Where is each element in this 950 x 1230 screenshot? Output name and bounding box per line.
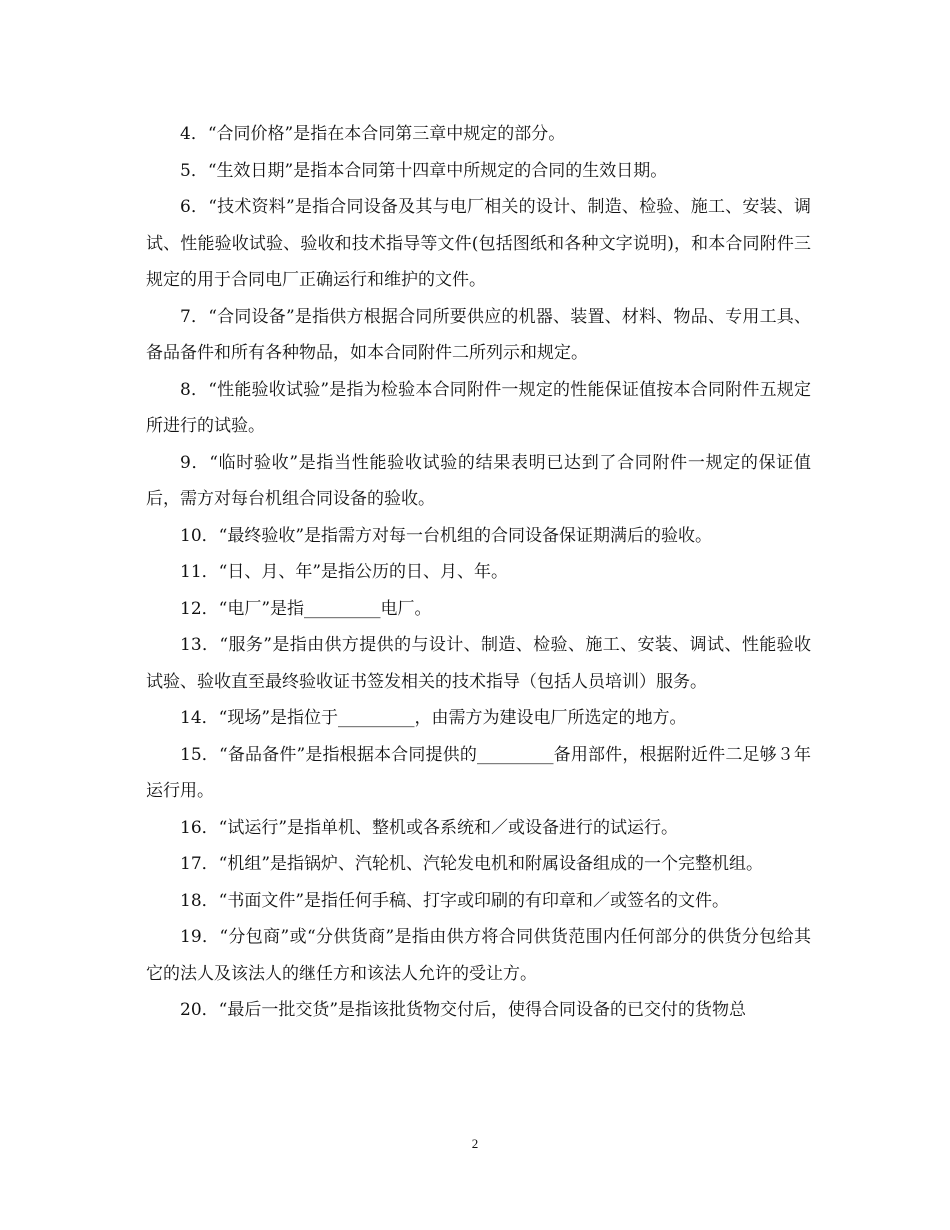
definition-item-18: 18．“书面文件”是指任何手稿、打字或印刷的有印章和／或签名的文件。 [180, 890, 730, 911]
definition-item-6: 6．“技术资料”是指合同设备及其与电厂相关的设计、制造、检验、施工、安装、调试、性能验收试验、验收和技术指导等文件(包括图纸和各种文字说明)，和本合同附件三规定的用于合同电厂正确运行和维护的文件。 [146, 197, 811, 290]
definition-item-20: 20．“最后一批交货”是指该批货物交付后，使得合同设备的已交付的货物总 [180, 1000, 747, 1020]
definition-item-16: 16．“试运行”是指单机、整机或各系统和／或设备进行的试运行。 [180, 817, 679, 838]
definition-item-4: 4．“合同价格”是指在本合同第三章中规定的部分。 [180, 124, 566, 144]
definition-item-19: 19．“分包商”或“分供货商”是指由供方将合同供货范围内任何部分的供货分包给其它的法人及该法人的继任方和该法人允许的受让方。 [146, 927, 811, 984]
definition-item-13: 13．“服务”是指由供方提供的与设计、制造、检验、施工、安装、调试、性能验收试验、验收直至最终验收证书签发相关的技术指导（包括人员培训）服务。 [146, 635, 811, 692]
definition-item-12: 12．“电厂”是指_________电厂。 [180, 598, 432, 619]
definition-item-15: 15．“备品备件”是指根据本合同提供的_________备用部件，根据附近件二足够３年运行用。 [146, 744, 811, 801]
definition-item-8: 8．“性能验收试验”是指为检验本合同附件一规定的性能保证值按本合同附件五规定所进行的试验。 [146, 379, 811, 436]
definition-item-17: 17．“机组”是指锅炉、汽轮机、汽轮发电机和附属设备组成的一个完整机组。 [180, 854, 764, 874]
definition-item-11: 11．“日、月、年”是指公历的日、月、年。 [180, 562, 509, 582]
definition-item-5: 5．“生效日期”是指本合同第十四章中所规定的合同的生效日期。 [180, 160, 668, 181]
definition-item-9: 9．“临时验收”是指当性能验收试验的结果表明已达到了合同附件一规定的保证值后，需方对每台机组合同设备的验收。 [146, 452, 811, 509]
definition-item-14: 14．“现场”是指位于_________，由需方为建设电厂所选定的地方。 [180, 708, 687, 728]
contract-definitions-body [146, 116, 811, 1029]
definition-item-10: 10．“最终验收”是指需方对每一台机组的合同设备保证期满后的验收。 [180, 525, 713, 546]
page-number: 2 [471, 1136, 479, 1151]
definition-item-7: 7．“合同设备”是指供方根据合同所要供应的机器、装置、材料、物品、专用工具、备品备件和所有各种物品，如本合同附件二所列示和规定。 [146, 306, 811, 363]
